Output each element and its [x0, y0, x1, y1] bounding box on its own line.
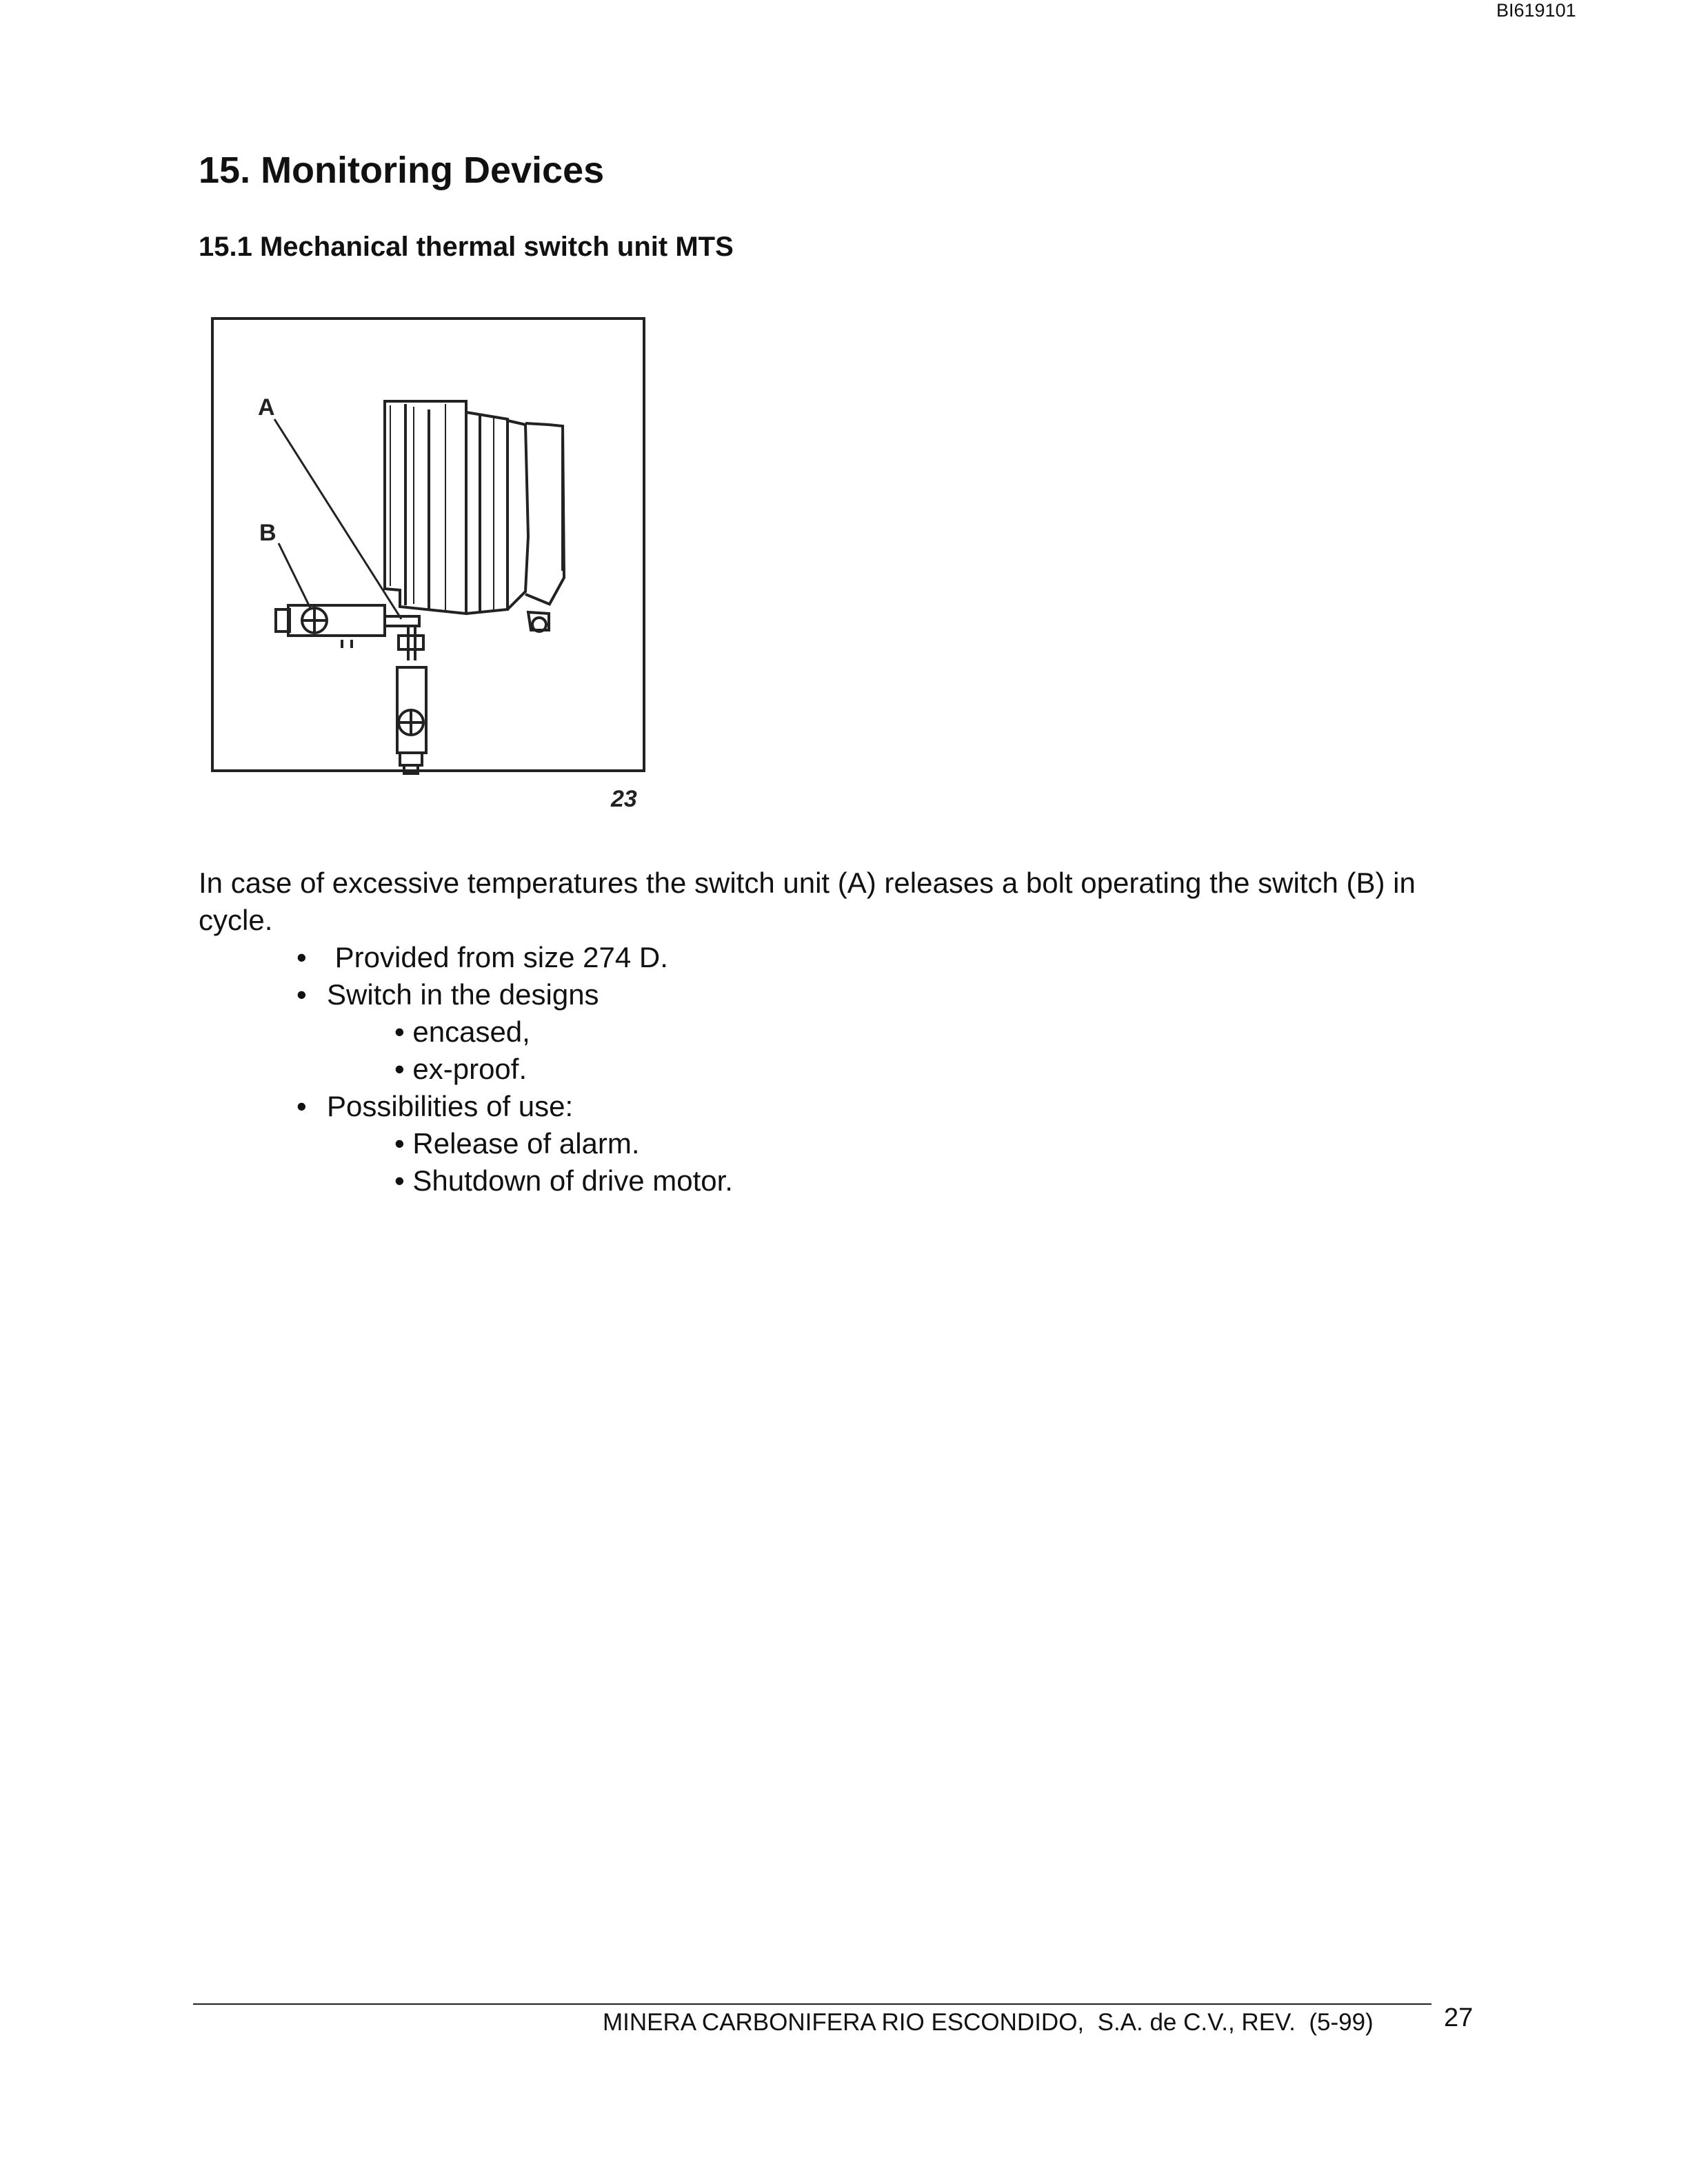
- section-title: 15. Monitoring Devices: [199, 150, 605, 191]
- page-number: 27: [1444, 2003, 1474, 2032]
- figure-number: 23: [611, 786, 637, 812]
- sub-list-item: • Release of alarm.: [394, 1127, 640, 1160]
- figure-label-a: A: [258, 394, 275, 421]
- figure-thermal-switch: [204, 316, 659, 819]
- bullet: •: [297, 1090, 307, 1122]
- list-item: [297, 1088, 573, 1125]
- subsection-title: 15.1 Mechanical thermal switch unit MTS: [199, 232, 734, 262]
- list-item-text: Possibilities of use:: [327, 1090, 574, 1122]
- list-item: [297, 976, 599, 1013]
- list-item-text: Provided from size 274 D.: [327, 941, 668, 973]
- sub-list-item: • ex-proof.: [394, 1053, 528, 1085]
- list-item: [297, 939, 668, 976]
- footer-company: MINERA CARBONIFERA RIO ESCONDIDO, S.A. de C.V., REV. (5-99): [603, 2009, 1374, 2036]
- footer-rule: [193, 2003, 1431, 2005]
- description-paragraph: In case of excessive temperatures the switch unit (A) releases a bolt operating the switch (B) in cycle.: [199, 867, 1416, 936]
- bullet: •: [297, 978, 307, 1011]
- list-item-text: Switch in the designs: [327, 978, 599, 1011]
- document-id: BI619101: [1496, 0, 1576, 21]
- thermal-switch-drawing: [204, 316, 659, 819]
- sub-list-item: • Shutdown of drive motor.: [394, 1164, 733, 1197]
- figure-label-b: B: [259, 520, 277, 546]
- sub-list-item: • encased,: [394, 1015, 530, 1048]
- bullet: •: [297, 941, 307, 973]
